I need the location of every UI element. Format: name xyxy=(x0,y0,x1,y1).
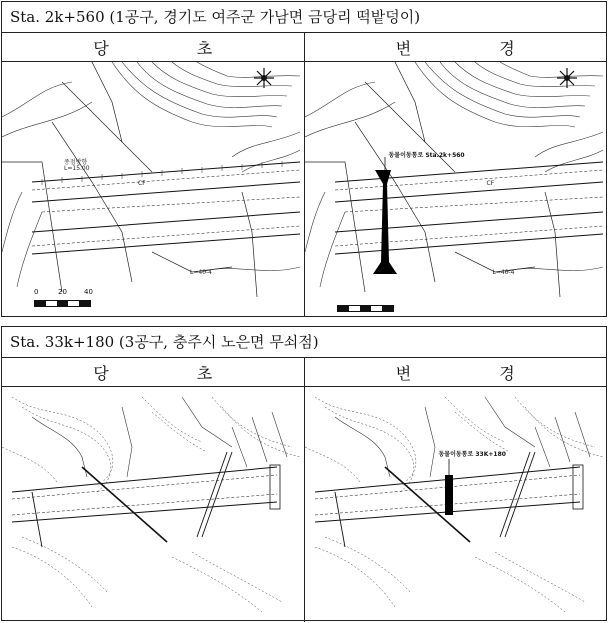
heading-changed-char-1: 변 xyxy=(395,38,412,58)
scale-bar xyxy=(337,305,394,312)
scale-label-40: 40 xyxy=(84,288,93,296)
animal-crossing-structure xyxy=(373,170,397,274)
section-sta-33k180 xyxy=(1,326,607,621)
scale-label-0: 0 xyxy=(34,288,39,296)
document-page xyxy=(1,1,608,621)
scale-label-20: 20 xyxy=(58,288,67,296)
section-title: Sta. 2k+560 (1공구, 경기도 여주군 가남면 금당리 떡밭덩이) xyxy=(2,2,606,33)
animal-crossing-structure xyxy=(445,475,453,515)
crossing-callout: 동물이동통로 33K+180 xyxy=(438,451,506,458)
site-plan-drawing xyxy=(2,387,304,622)
heading-changed-char-2: 경 xyxy=(499,38,515,58)
section-title: Sta. 33k+180 (3공구, 충주시 노은면 무쇠점) xyxy=(2,327,606,358)
map-changed-33k180 xyxy=(304,387,607,622)
site-plan-drawing xyxy=(2,62,304,317)
heading-original xyxy=(2,33,304,61)
site-plan-drawing xyxy=(305,62,607,317)
site-plan-drawing xyxy=(305,387,607,622)
map-original-2k560: 종점방향 L=15.00 CF L=40-4 0 20 40 xyxy=(2,62,304,317)
column-headings xyxy=(2,358,606,387)
heading-original-char-1: 당 xyxy=(93,363,109,383)
heading-original-char-1: 당 xyxy=(93,38,109,58)
heading-original-char-2: 초 xyxy=(196,38,213,58)
map-original-33k180 xyxy=(2,387,304,622)
heading-changed-char-1: 변 xyxy=(395,363,412,383)
section-sta-2k560 xyxy=(1,1,607,317)
heading-changed-char-2: 경 xyxy=(499,363,515,383)
heading-original xyxy=(2,358,304,386)
crossing-callout: 동물이동통로 Sta.2k+560 xyxy=(388,152,465,159)
column-headings xyxy=(2,33,606,62)
heading-changed xyxy=(304,33,607,61)
road-label: CF xyxy=(138,180,146,187)
scale-bar xyxy=(34,300,91,307)
heading-original-char-2: 초 xyxy=(196,363,213,383)
map-changed-2k560: 동물이동통로 Sta.2k+560 CF L=40-4 xyxy=(304,62,607,317)
heading-changed xyxy=(304,358,607,386)
